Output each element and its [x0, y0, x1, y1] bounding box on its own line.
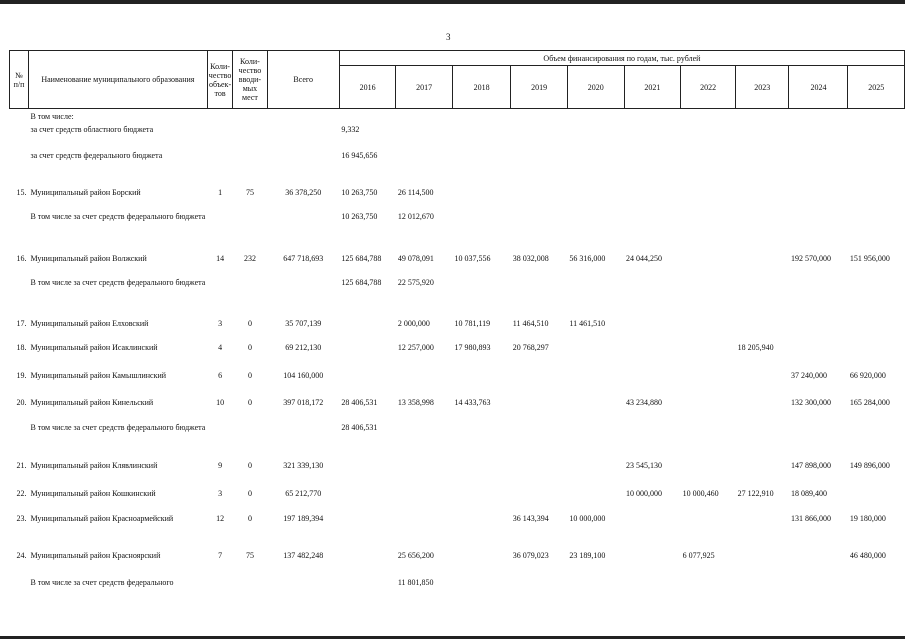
row-year-value — [339, 109, 395, 123]
row-year-value: 151 956,000 — [849, 254, 890, 263]
row-total: 104 160,000 — [283, 371, 324, 380]
row-places — [233, 420, 267, 458]
row-objects — [207, 122, 233, 148]
row-year-value — [567, 420, 624, 458]
row-year-value: 16 945,656 — [341, 151, 378, 160]
row-year-value: 36 079,023 — [512, 551, 549, 560]
row-year-value — [511, 420, 568, 458]
row-year-value — [624, 209, 681, 251]
row-year-value — [681, 575, 736, 605]
header-year: 2017 — [396, 66, 453, 109]
row-year-value: 165 284,000 — [849, 398, 890, 407]
top-border — [0, 0, 905, 4]
header-objects: Коли-чество объек-тов — [207, 51, 233, 109]
row-total — [267, 420, 339, 458]
row-total: 647 718,693 — [283, 254, 324, 263]
row-year-value — [681, 209, 736, 251]
row-year-value: 9,332 — [341, 125, 360, 134]
table-row — [10, 548, 905, 575]
row-year-value — [452, 458, 510, 486]
row-year-value — [624, 548, 681, 575]
row-year-value — [848, 209, 905, 251]
row-year-value: 37 240,000 — [790, 371, 827, 380]
table-row — [10, 486, 905, 511]
row-year-value: 11 461,510 — [569, 319, 606, 328]
row-objects — [207, 275, 233, 316]
row-year-value — [339, 511, 395, 548]
row-year-value — [789, 185, 848, 209]
row-index: 23. — [16, 514, 27, 523]
row-places: 0 — [247, 371, 252, 380]
row-name: Муниципальный район Красноярский — [30, 551, 161, 560]
row-objects — [207, 109, 233, 123]
row-year-value — [681, 316, 736, 340]
row-year-value: 66 920,000 — [849, 371, 886, 380]
row-year-value: 25 656,200 — [397, 551, 434, 560]
row-places — [233, 209, 267, 251]
row-index — [10, 122, 29, 148]
row-year-value: 49 078,091 — [397, 254, 434, 263]
row-year-value — [339, 458, 395, 486]
table-row — [10, 316, 905, 340]
row-year-value: 10 263,750 — [341, 188, 378, 197]
row-year-value — [624, 122, 681, 148]
row-year-value — [511, 395, 568, 420]
row-year-value — [452, 148, 510, 185]
row-year-value: 10 000,000 — [626, 489, 663, 498]
row-year-value — [848, 340, 905, 368]
table-row — [10, 511, 905, 548]
row-year-value — [789, 275, 848, 316]
row-name: Муниципальный район Волжский — [30, 254, 147, 263]
row-year-value — [452, 548, 510, 575]
row-name: Муниципальный район Кошкинский — [30, 489, 156, 498]
row-year-value — [789, 548, 848, 575]
row-year-value — [848, 575, 905, 605]
row-year-value — [848, 122, 905, 148]
row-year-value: 43 234,880 — [626, 398, 663, 407]
row-year-value — [567, 395, 624, 420]
row-year-value — [511, 486, 568, 511]
row-index — [10, 420, 29, 458]
row-year-value — [567, 486, 624, 511]
row-year-value — [736, 575, 789, 605]
row-index: 21. — [16, 461, 27, 470]
row-year-value — [736, 109, 789, 123]
row-year-value: 28 406,531 — [341, 398, 378, 407]
row-name: Муниципальный район Красноармейский — [30, 514, 174, 523]
row-index — [10, 275, 29, 316]
row-year-value — [736, 316, 789, 340]
row-objects: 6 — [218, 371, 223, 380]
row-year-value: 38 032,008 — [512, 254, 549, 263]
row-year-value: 125 684,788 — [341, 254, 382, 263]
row-year-value — [452, 209, 510, 251]
row-year-value: 27 122,910 — [737, 489, 774, 498]
row-total: 65 212,770 — [285, 489, 322, 498]
table-row — [10, 420, 905, 458]
row-name: В том числе за счет средств федерального бюджета — [30, 423, 206, 432]
row-year-value — [567, 575, 624, 605]
row-year-value — [396, 122, 453, 148]
row-name: В том числе: — [30, 112, 74, 121]
table-row — [10, 185, 905, 209]
row-year-value: 132 300,000 — [790, 398, 831, 407]
row-year-value — [736, 275, 789, 316]
row-index — [10, 575, 29, 605]
row-year-value: 19 180,000 — [849, 514, 886, 523]
row-year-value — [396, 148, 453, 185]
row-year-value — [736, 148, 789, 185]
row-year-value: 56 316,000 — [569, 254, 606, 263]
row-name: В том числе за счет средств федерального — [30, 578, 174, 587]
row-total — [267, 122, 339, 148]
row-places: 0 — [247, 514, 252, 523]
row-year-value — [736, 368, 789, 395]
row-year-value: 23 545,130 — [626, 461, 663, 470]
row-year-value: 192 570,000 — [790, 254, 831, 263]
header-num: № п/п — [10, 51, 29, 109]
row-year-value — [736, 122, 789, 148]
row-year-value — [848, 316, 905, 340]
row-year-value: 46 480,000 — [849, 551, 886, 560]
row-year-value — [848, 109, 905, 123]
row-year-value: 147 898,000 — [790, 461, 831, 470]
row-objects: 7 — [218, 551, 223, 560]
table-row — [10, 340, 905, 368]
row-year-value — [396, 109, 453, 123]
row-index: 19. — [16, 371, 27, 380]
row-year-value — [736, 185, 789, 209]
row-year-value — [339, 548, 395, 575]
row-year-value — [681, 109, 736, 123]
row-year-value — [339, 316, 395, 340]
row-year-value — [511, 122, 568, 148]
row-objects: 14 — [216, 254, 225, 263]
row-year-value — [681, 275, 736, 316]
row-year-value: 11 464,510 — [512, 319, 549, 328]
row-places — [233, 148, 267, 185]
table-row — [10, 209, 905, 251]
row-total — [267, 109, 339, 123]
row-year-value — [452, 368, 510, 395]
row-year-value — [789, 316, 848, 340]
header-total: Всего — [267, 51, 339, 109]
row-total — [267, 575, 339, 605]
row-total: 197 189,394 — [283, 514, 324, 523]
row-year-value — [396, 368, 453, 395]
row-year-value: 10 000,000 — [569, 514, 606, 523]
row-name: Муниципальный район Клявлинский — [30, 461, 158, 470]
row-year-value — [624, 511, 681, 548]
row-year-value — [681, 395, 736, 420]
row-places — [233, 122, 267, 148]
row-objects — [207, 575, 233, 605]
row-year-value — [452, 122, 510, 148]
row-year-value — [848, 486, 905, 511]
row-year-value — [511, 148, 568, 185]
row-year-value — [511, 109, 568, 123]
row-year-value — [736, 395, 789, 420]
row-year-value: 11 801,850 — [397, 578, 434, 587]
row-year-value: 131 866,000 — [790, 514, 831, 523]
row-year-value — [681, 122, 736, 148]
row-year-value: 28 406,531 — [341, 423, 378, 432]
row-year-value — [511, 458, 568, 486]
table-row — [10, 368, 905, 395]
table-row — [10, 148, 905, 185]
row-year-value — [681, 458, 736, 486]
header-year: 2019 — [511, 66, 568, 109]
row-year-value: 10 263,750 — [341, 212, 378, 221]
row-objects: 1 — [218, 188, 223, 197]
row-index: 16. — [16, 254, 27, 263]
row-year-value — [736, 420, 789, 458]
row-year-value — [624, 185, 681, 209]
row-year-value — [681, 148, 736, 185]
row-places: 0 — [247, 489, 252, 498]
row-year-value — [789, 340, 848, 368]
row-objects: 3 — [218, 489, 223, 498]
row-index: 15. — [16, 188, 27, 197]
row-objects — [207, 209, 233, 251]
row-year-value — [789, 575, 848, 605]
row-year-value — [567, 368, 624, 395]
row-year-value — [681, 420, 736, 458]
row-places: 0 — [247, 461, 252, 470]
row-places: 0 — [247, 319, 252, 328]
row-total: 397 018,172 — [283, 398, 324, 407]
row-year-value: 36 143,394 — [512, 514, 549, 523]
row-year-value — [567, 122, 624, 148]
row-objects — [207, 420, 233, 458]
row-year-value — [567, 209, 624, 251]
row-year-value: 125 684,788 — [341, 278, 382, 287]
row-year-value: 24 044,250 — [626, 254, 663, 263]
row-name: Муниципальный район Борский — [30, 188, 141, 197]
row-total — [267, 209, 339, 251]
row-year-value — [736, 511, 789, 548]
row-places: 75 — [245, 188, 254, 197]
row-index: 20. — [16, 398, 27, 407]
row-year-value — [789, 148, 848, 185]
row-year-value: 18 205,940 — [737, 343, 774, 352]
row-places — [233, 575, 267, 605]
row-year-value — [736, 209, 789, 251]
page-number: 3 — [446, 32, 451, 42]
table-body — [10, 109, 905, 606]
table-row — [10, 275, 905, 316]
row-year-value — [624, 340, 681, 368]
row-year-value: 18 089,400 — [790, 489, 827, 498]
header-year: 2025 — [848, 66, 905, 109]
row-places: 75 — [245, 551, 254, 560]
financing-table — [9, 50, 905, 605]
table-row — [10, 109, 905, 123]
row-year-value — [567, 109, 624, 123]
row-year-value — [736, 251, 789, 275]
row-year-value — [452, 109, 510, 123]
row-index: 22. — [16, 489, 27, 498]
header-name: Наименование муниципального образования — [28, 51, 207, 109]
row-objects: 3 — [218, 319, 223, 328]
row-year-value — [452, 511, 510, 548]
header-places: Коли-чество вводи-мых мест — [233, 51, 267, 109]
row-name: за счет средств федерального бюджета — [30, 151, 163, 160]
row-year-value: 20 768,297 — [512, 343, 549, 352]
header-year: 2018 — [452, 66, 510, 109]
row-year-value — [452, 275, 510, 316]
row-year-value — [567, 148, 624, 185]
row-total — [267, 275, 339, 316]
row-year-value — [848, 420, 905, 458]
row-year-value — [339, 486, 395, 511]
row-name: Муниципальный район Камышлинский — [30, 371, 167, 380]
row-year-value: 6 077,925 — [682, 551, 715, 560]
row-year-value: 2 000,000 — [397, 319, 430, 328]
row-year-value: 149 896,000 — [849, 461, 890, 470]
row-year-value: 22 575,920 — [397, 278, 434, 287]
header-financing: Объем финансирования по годам, тыс. рублей — [339, 51, 904, 66]
row-places — [233, 275, 267, 316]
row-year-value — [789, 209, 848, 251]
table-row — [10, 122, 905, 148]
header-year: 2022 — [681, 66, 736, 109]
header-year: 2023 — [736, 66, 789, 109]
row-objects — [207, 148, 233, 185]
row-objects: 10 — [216, 398, 225, 407]
row-year-value: 13 358,998 — [397, 398, 434, 407]
row-year-value — [789, 420, 848, 458]
row-total: 69 212,130 — [285, 343, 322, 352]
row-year-value — [624, 575, 681, 605]
table-row — [10, 575, 905, 605]
row-year-value — [452, 420, 510, 458]
row-year-value — [624, 148, 681, 185]
row-year-value: 23 189,100 — [569, 551, 606, 560]
row-year-value — [681, 251, 736, 275]
row-year-value: 17 980,893 — [454, 343, 491, 352]
table-row — [10, 395, 905, 420]
row-index — [10, 109, 29, 123]
row-index: 24. — [16, 551, 27, 560]
row-year-value — [339, 340, 395, 368]
row-year-value — [339, 368, 395, 395]
row-objects: 9 — [218, 461, 223, 470]
row-year-value: 26 114,500 — [397, 188, 434, 197]
row-places: 232 — [243, 254, 256, 263]
header-year: 2020 — [567, 66, 624, 109]
row-year-value — [396, 420, 453, 458]
row-year-value — [396, 486, 453, 511]
row-year-value: 12 257,000 — [397, 343, 434, 352]
row-year-value — [624, 368, 681, 395]
row-year-value — [452, 185, 510, 209]
row-year-value — [452, 486, 510, 511]
row-total: 321 339,130 — [283, 461, 324, 470]
row-year-value — [736, 458, 789, 486]
header-year: 2016 — [339, 66, 395, 109]
row-year-value — [848, 148, 905, 185]
row-year-value: 12 012,670 — [397, 212, 434, 221]
row-name: Муниципальный район Кинельский — [30, 398, 154, 407]
row-name: Муниципальный район Елховский — [30, 319, 149, 328]
row-year-value — [624, 275, 681, 316]
row-year-value — [511, 275, 568, 316]
row-year-value — [848, 185, 905, 209]
row-year-value — [567, 185, 624, 209]
row-places: 0 — [247, 398, 252, 407]
row-year-value — [681, 340, 736, 368]
row-year-value — [567, 458, 624, 486]
row-name: В том числе за счет средств федерального бюджета — [30, 212, 206, 221]
row-year-value — [624, 420, 681, 458]
row-year-value — [681, 511, 736, 548]
row-index — [10, 209, 29, 251]
row-year-value — [681, 368, 736, 395]
row-objects: 12 — [216, 514, 225, 523]
row-total: 36 378,250 — [285, 188, 322, 197]
row-name: Муниципальный район Исаклинский — [30, 343, 158, 352]
row-year-value: 14 433,763 — [454, 398, 491, 407]
row-year-value: 10 000,460 — [682, 489, 719, 498]
row-year-value: 10 781,119 — [454, 319, 491, 328]
row-year-value — [681, 185, 736, 209]
row-year-value — [567, 340, 624, 368]
row-objects: 4 — [218, 343, 223, 352]
row-name: за счет средств областного бюджета — [30, 125, 154, 134]
row-index — [10, 148, 29, 185]
bottom-border — [0, 636, 905, 639]
row-year-value — [624, 316, 681, 340]
row-year-value — [511, 575, 568, 605]
row-total: 35 707,139 — [285, 319, 322, 328]
header-year: 2021 — [624, 66, 681, 109]
row-index: 18. — [16, 343, 27, 352]
row-year-value — [396, 458, 453, 486]
row-year-value — [567, 275, 624, 316]
row-year-value: 10 037,556 — [454, 254, 491, 263]
row-year-value — [736, 548, 789, 575]
row-places: 0 — [247, 343, 252, 352]
table-row — [10, 251, 905, 275]
row-year-value — [452, 575, 510, 605]
row-name: В том числе за счет средств федерального бюджета — [30, 278, 206, 287]
header-year: 2024 — [789, 66, 848, 109]
row-index: 17. — [16, 319, 27, 328]
table-row — [10, 458, 905, 486]
row-year-value — [511, 185, 568, 209]
row-total — [267, 148, 339, 185]
row-year-value — [789, 109, 848, 123]
row-total: 137 482,248 — [283, 551, 324, 560]
row-year-value — [339, 575, 395, 605]
row-year-value — [396, 511, 453, 548]
row-year-value — [789, 122, 848, 148]
row-year-value — [511, 368, 568, 395]
row-year-value — [848, 275, 905, 316]
row-places — [233, 109, 267, 123]
row-year-value — [624, 109, 681, 123]
row-year-value — [511, 209, 568, 251]
